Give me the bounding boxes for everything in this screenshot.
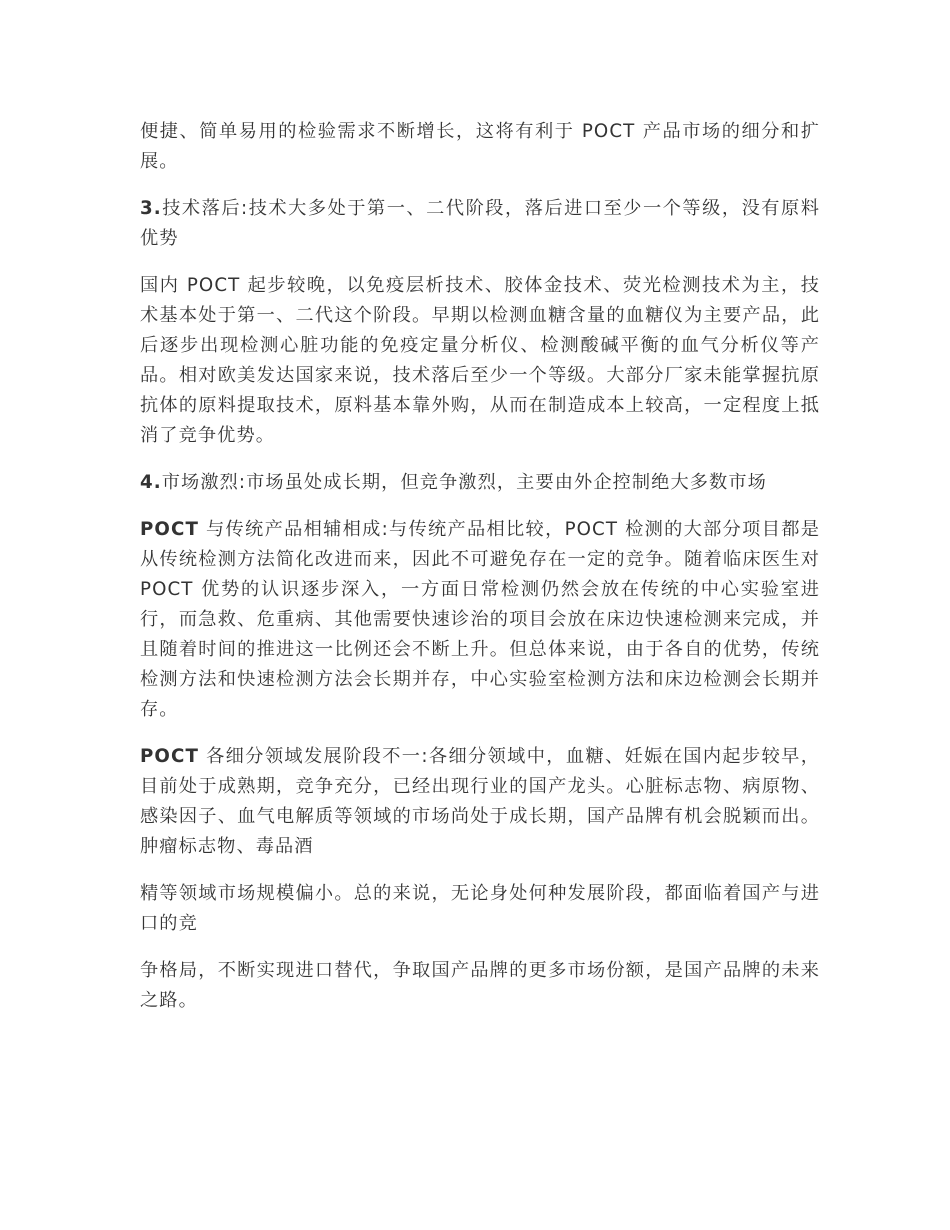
section-number: 3. [140,198,162,219]
paragraph-text: 国内 POCT 起步较晚，以免疫层析技术、胶体金技术、荧光检测技术为主，技术基本处于第一、二代这个阶段。早期以检测血糖含量的血糖仪为主要产品，此后逐步出现检测心脏功能的免疫定量分析仪、检测酸碱平衡的血气分析仪等产品。相对欧美发达国家来说，技术落后至少一个等级。大部分厂家未能掌握抗原抗体的原料提取技术，原料基本靠外购，从而在制造成本上较高，一定程度上抵消了竞争优势。 [140,275,820,446]
paragraph-text: 争格局，不断实现进口替代，争取国产品牌的更多市场份额，是国产品牌的未来之路。 [140,960,820,1011]
paragraph-technology [140,271,820,451]
section-heading-text: 市场激烈:市场虽处成长期，但竞争激烈，主要由外企控制绝大多数市场 [161,472,767,493]
section-number: 4. [140,472,162,493]
paragraph-poct-segments [140,742,820,862]
paragraph-text: 各细分领域发展阶段不一:各细分领域中，血糖、妊娠在国内起步较早，目前处于成熟期，竞争充分，已经出现行业的国产龙头。心脏标志物、病原物、感染因子、血气电解质等领域的市场尚处于成长期，国产品牌有机会脱颖而出。肿瘤标志物、毒品酒 [140,746,820,857]
section-heading-market [140,468,820,498]
paragraph-lead-bold: POCT [140,746,199,767]
paragraph-market-scale [140,879,820,939]
section-heading-text: 技术落后:技术大多处于第一、二代阶段，落后进口至少一个等级，没有原料优势 [140,198,820,249]
paragraph-text: 精等领域市场规模偏小。总的来说，无论身处何种发展阶段，都面临着国产与进口的竞 [140,883,820,934]
paragraph-lead-bold: POCT [140,519,199,540]
paragraph-text: 与传统产品相辅相成:与传统产品相比较，POCT 检测的大部分项目都是从传统检测方法简化改进而来，因此不可避免存在一定的竞争。随着临床医生对 POCT 优势的认识逐步深入，一方面日常检测仍然会放在传统的中心实验室进行，而急救、危重病、其他需要快速诊治的项目会放在床边快速检测来完成，并且随着时间的推进这一比例还会不断上升。但总体来说，由于各自的优势，传统检测方法和快速检测方法会长期并存，中心实验室检测方法和床边检测会长期并存。 [140,519,820,720]
paragraph-conclusion [140,956,820,1016]
paragraph-poct-traditional [140,515,820,725]
paragraph-intro-continuation [140,117,820,177]
section-heading-technology [140,194,820,254]
document-body [140,117,820,1033]
paragraph-text: 便捷、简单易用的检验需求不断增长，这将有利于 POCT 产品市场的细分和扩展。 [140,121,820,172]
